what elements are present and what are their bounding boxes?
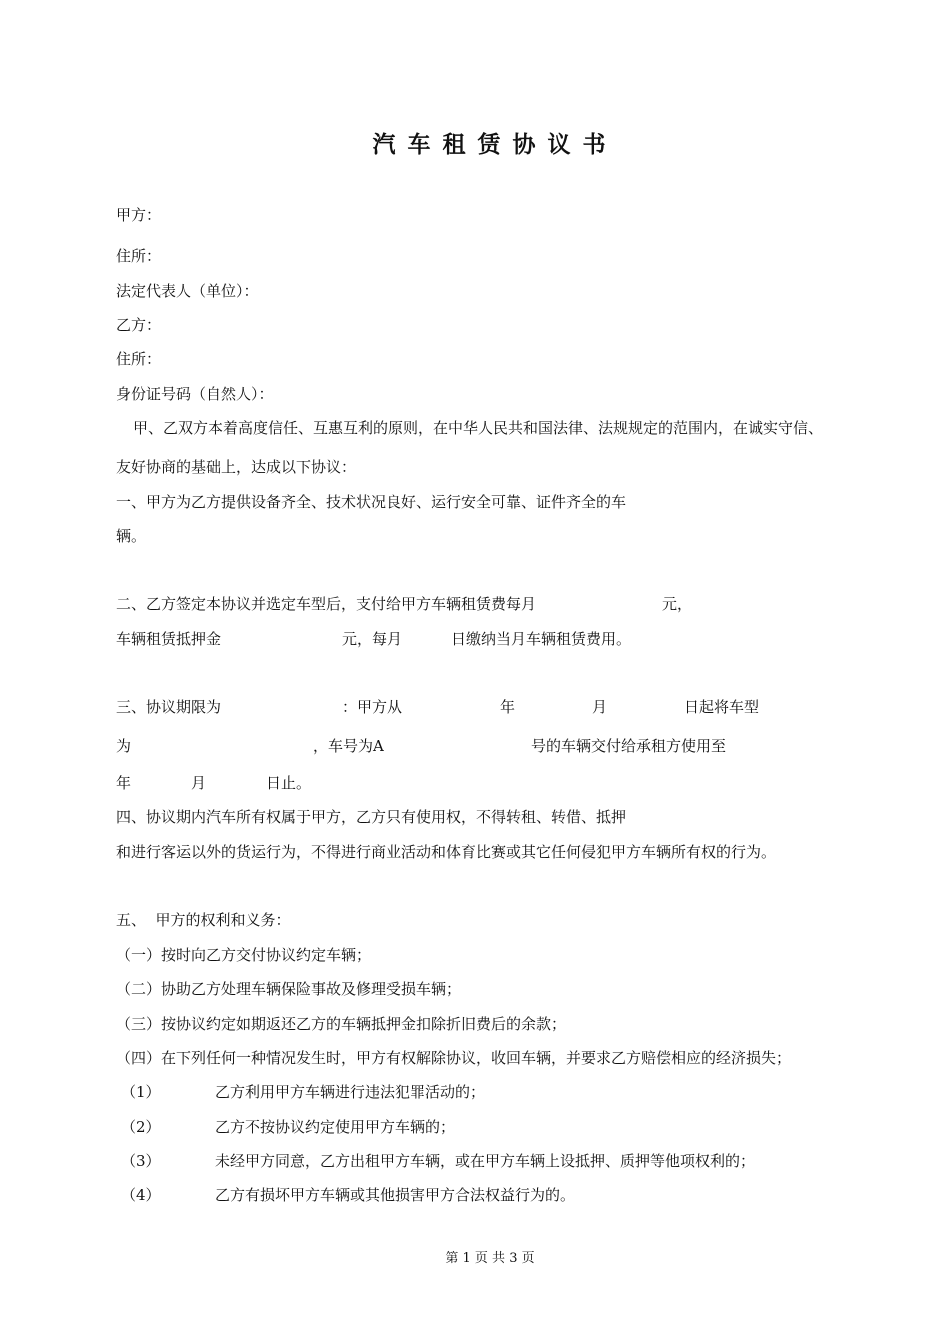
preamble-line-1: 甲、乙双方本着高度信任、互惠互利的原则，在中华人民共和国法律、法规规定的范围内，在诚实守信、 xyxy=(133,419,824,437)
clause-3-delivery: 号的车辆交付给承租方使用至 xyxy=(531,737,727,755)
clause-3-model-label: 为 xyxy=(116,737,132,755)
clause-3-end-day: 日止。 xyxy=(266,774,312,792)
clause-3-year: 年 xyxy=(500,698,516,716)
clause-5-item-4: （四）在下列任何一种情况发生时，甲方有权解除协议，收回车辆，并要求乙方赔偿相应的经济损失； xyxy=(116,1049,792,1067)
party-b-address-label: 住所： xyxy=(116,350,162,368)
clause-4-line-1: 四、协议期内汽车所有权属于甲方，乙方只有使用权，不得转租、转借、抵押 xyxy=(116,808,627,826)
clause-5-item-2: （二）协助乙方处理车辆保险事故及修理受损车辆； xyxy=(116,980,462,998)
clause-2-deposit-label: 车辆租赁抵押金 xyxy=(116,630,222,648)
document-title: 汽车租赁协议书 xyxy=(372,132,618,158)
clause-5-heading: 五、 甲方的权利和义务： xyxy=(116,911,291,929)
clause-3-end-year: 年 xyxy=(116,774,132,792)
party-a-address-label: 住所： xyxy=(116,247,162,265)
clause-5-item-3: （三）按协议约定如期返还乙方的车辆抵押金扣除折旧费后的余款； xyxy=(116,1015,567,1033)
clause-3-day-model: 日起将车型 xyxy=(684,698,760,716)
clause-3-term-label: 三、协议期限为 xyxy=(116,698,222,716)
clause-5-item-1: （一）按时向乙方交付协议约定车辆； xyxy=(116,946,372,964)
subitem-number: （3） xyxy=(121,1152,161,1170)
clause-3-plate-label: ，车号为A xyxy=(313,737,384,755)
preamble-line-2: 友好协商的基础上，达成以下协议： xyxy=(116,458,357,476)
subitem-number: （2） xyxy=(121,1118,161,1136)
legal-representative-label: 法定代表人（单位）： xyxy=(116,282,259,300)
subitem-text: 未经甲方同意，乙方出租甲方车辆，或在甲方车辆上设抵押、质押等他项权利的； xyxy=(215,1152,756,1170)
clause-1-line-1: 一、甲方为乙方提供设备齐全、技术状况良好、运行安全可靠、证件齐全的车 xyxy=(116,493,627,511)
party-a-label: 甲方： xyxy=(116,206,162,224)
id-number-label: 身份证号码（自然人）： xyxy=(116,385,274,403)
clause-3-from: ：甲方从 xyxy=(342,698,403,716)
subitem-number: （1） xyxy=(121,1083,161,1101)
clause-1-line-2: 辆。 xyxy=(116,527,147,545)
party-b-label: 乙方： xyxy=(116,316,162,334)
clause-2-payment-day: 日缴纳当月车辆租赁费用。 xyxy=(451,630,632,648)
subitem-text: 乙方有损坏甲方车辆或其他损害甲方合法权益行为的。 xyxy=(215,1186,576,1204)
clause-2-text: 二、乙方签定本协议并选定车型后，支付给甲方车辆租赁费每月 xyxy=(116,595,537,613)
clause-3-end-month: 月 xyxy=(191,774,207,792)
clause-2-yuan: 元， xyxy=(662,595,693,613)
clause-4-line-2: 和进行客运以外的货运行为，不得进行商业活动和体育比赛或其它任何侵犯甲方车辆所有权的行为。 xyxy=(116,843,777,861)
subitem-number: （4） xyxy=(121,1186,161,1204)
subitem-text: 乙方不按协议约定使用甲方车辆的； xyxy=(215,1118,456,1136)
page-footer: 第 1 页 共 3 页 xyxy=(445,1251,535,1266)
clause-2-deposit-yuan: 元，每月 xyxy=(342,630,403,648)
clause-3-month: 月 xyxy=(592,698,608,716)
subitem-text: 乙方利用甲方车辆进行违法犯罪活动的； xyxy=(215,1083,486,1101)
